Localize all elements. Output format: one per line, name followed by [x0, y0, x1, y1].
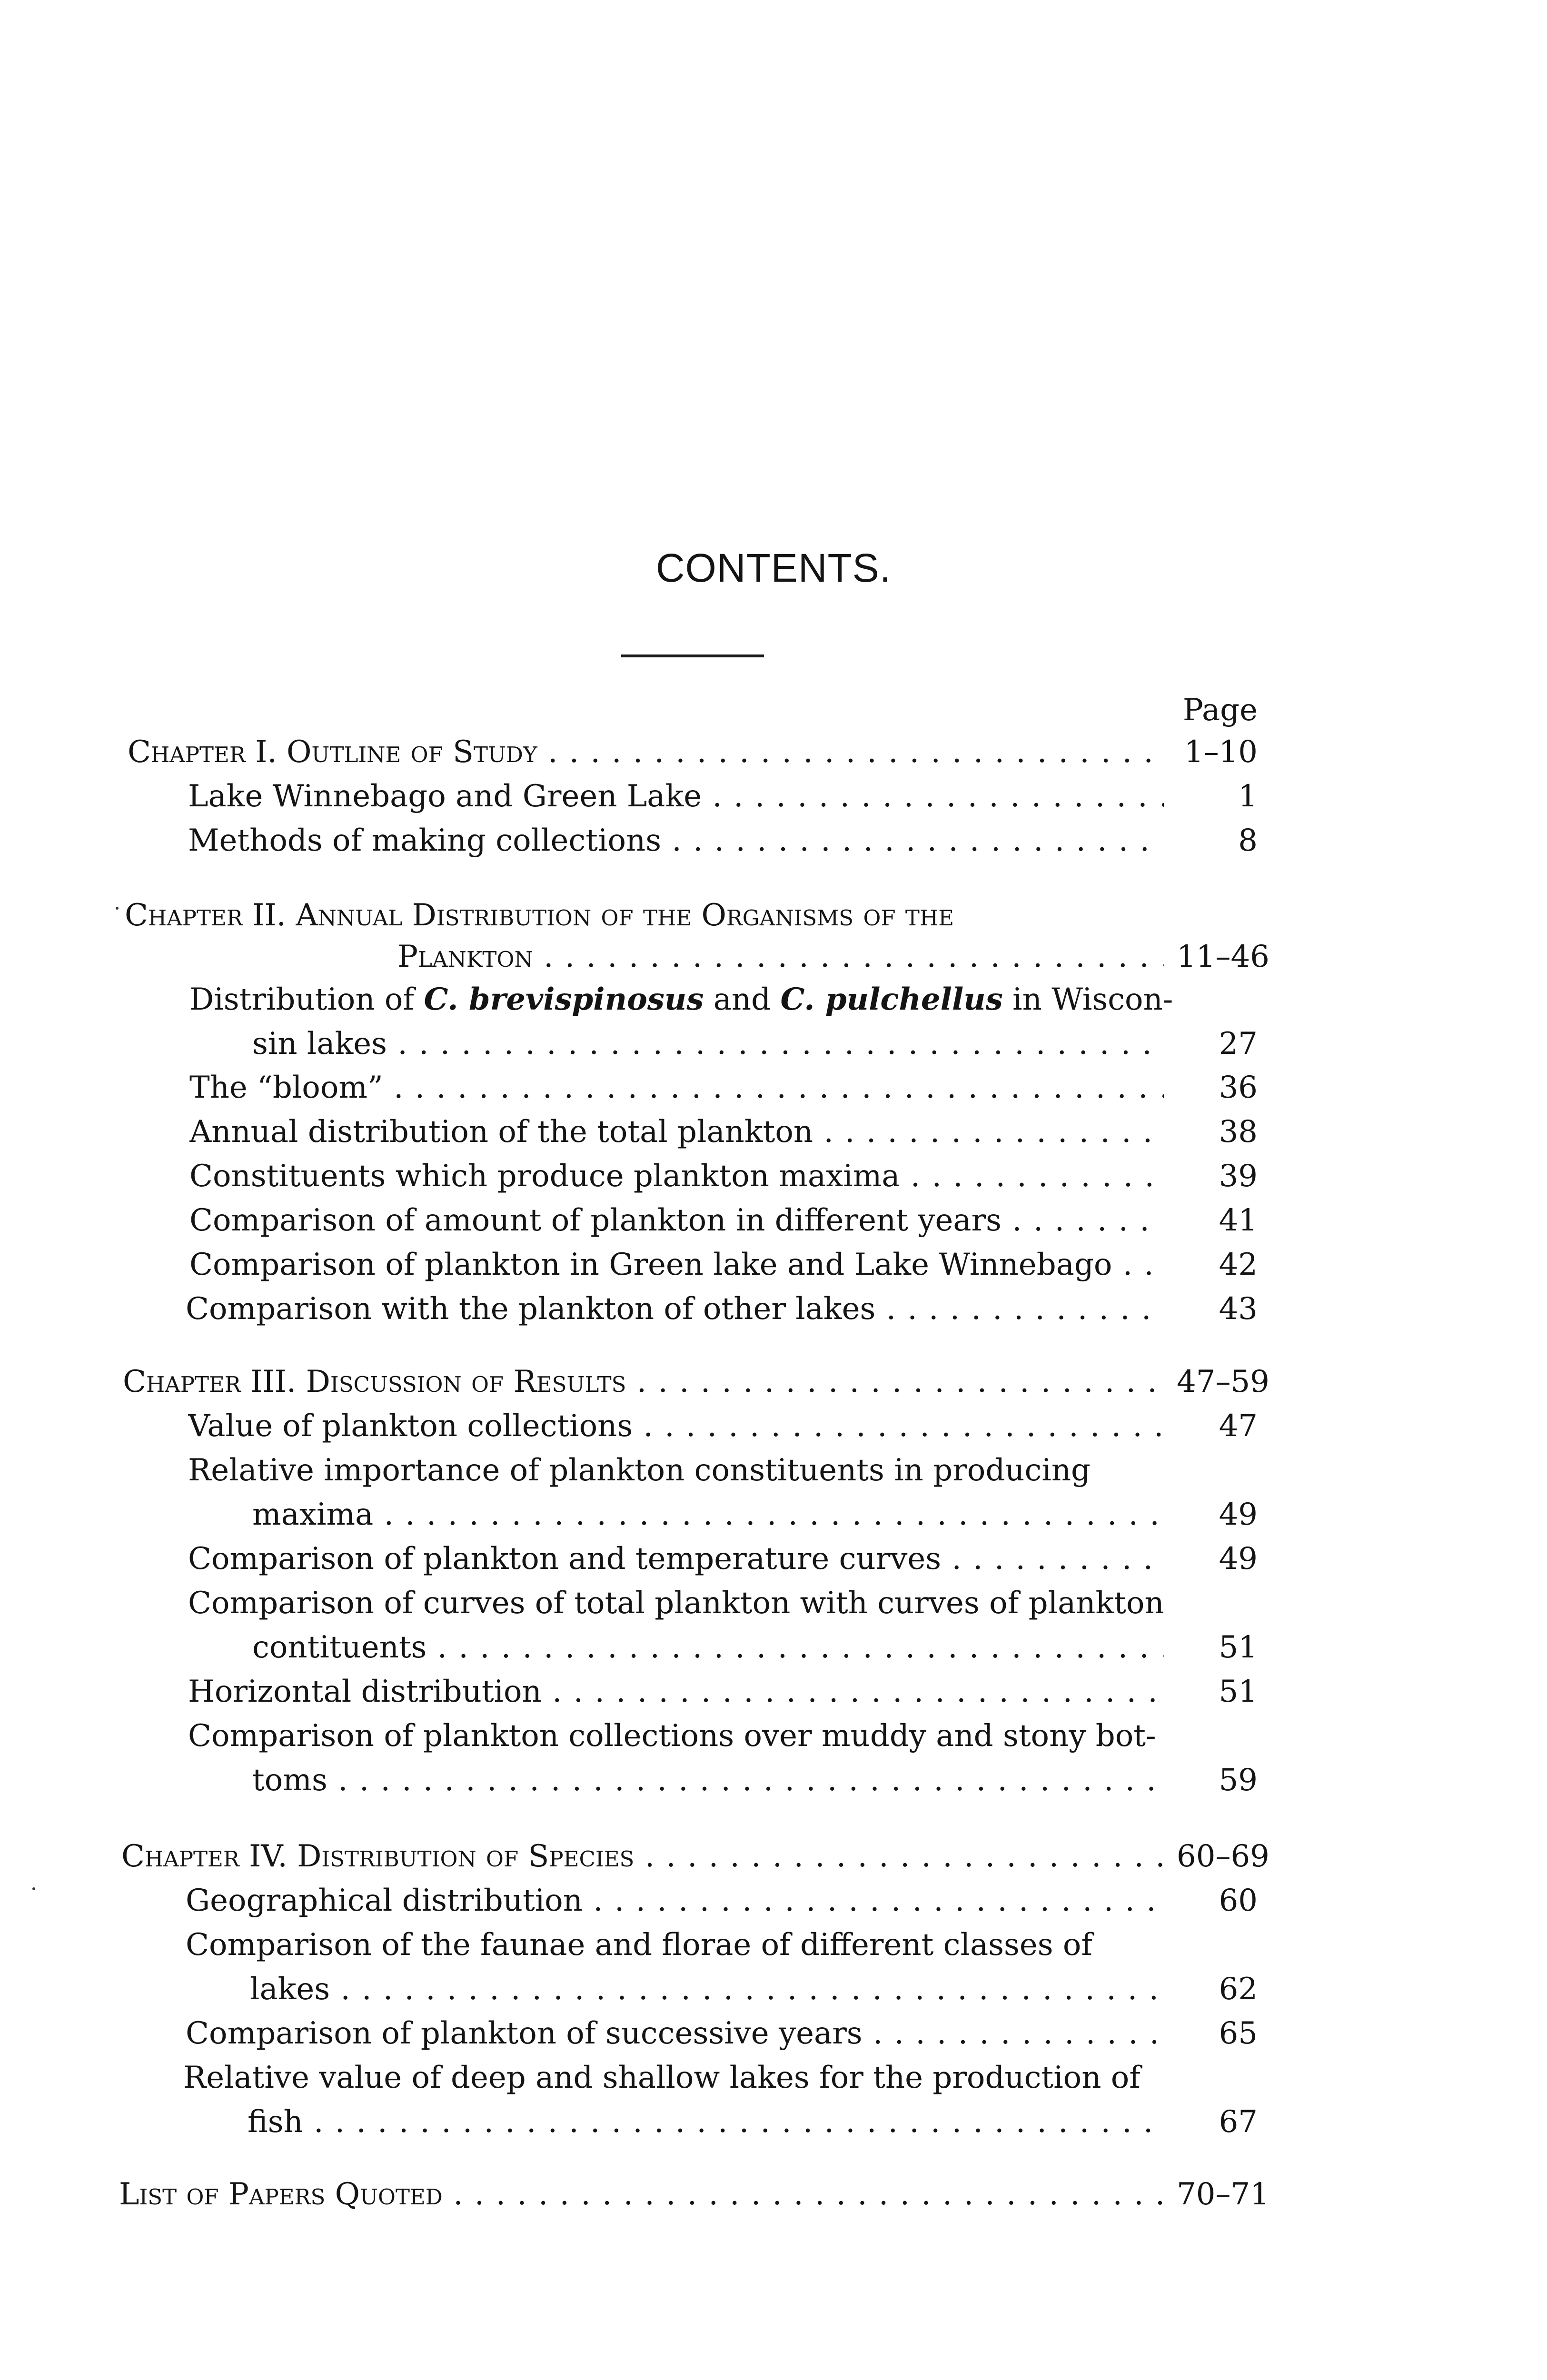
- toc-entry: Relative importance of plankton constituents in producing: [188, 1453, 1091, 1488]
- toc-entry: Relative value of deep and shallow lakes for the production of: [183, 2060, 1140, 2095]
- toc-entry-page: 11–46: [1177, 939, 1269, 974]
- toc-entry-label: Annual distribution of the total plankton . . .: [189, 1111, 1164, 1153]
- toc-entry-label: Comparison of plankton in Green lake and Lake Winnebago . . .: [189, 1243, 1164, 1286]
- toc-entry-continuation: [252, 1493, 1258, 1536]
- toc-entry: [186, 1879, 1258, 1922]
- toc-entry-continuation: [397, 935, 1269, 978]
- toc-entry-label-part: and: [704, 982, 781, 1017]
- toc-entry-page: 47–59: [1177, 1364, 1269, 1399]
- toc-entry-label: Comparison of plankton and temperature curves . . .: [188, 1537, 1164, 1580]
- toc-entry-page: 49: [1219, 1541, 1258, 1577]
- toc-entry-page: 8: [1238, 823, 1258, 858]
- toc-entry-chapter-3: [123, 1360, 1269, 1403]
- toc-entry-label: Lake Winnebago and Green Lake . . .: [188, 775, 1164, 818]
- toc-entry: [188, 819, 1258, 862]
- toc-entry-label: sin lakes . . .: [252, 1022, 1164, 1065]
- toc-entry-page: 39: [1219, 1159, 1258, 1194]
- toc-entry-page: 51: [1219, 1674, 1258, 1709]
- toc-entry-chapter-1: [128, 731, 1258, 774]
- toc-entry-page: 1: [1238, 779, 1258, 814]
- toc-entry-label-part: Distribution of: [189, 982, 424, 1017]
- toc-entry-label: Methods of making collections . . .: [188, 819, 1164, 862]
- toc-entry-label: Comparison with the plankton of other lakes . . .: [186, 1288, 1164, 1330]
- toc-entry-page: 1–10: [1184, 734, 1258, 770]
- toc-entry-label: lakes . . .: [250, 1968, 1164, 2011]
- toc-entry-page: 43: [1219, 1291, 1258, 1327]
- toc-entry-page: 38: [1219, 1114, 1258, 1150]
- toc-entry-continuation: [252, 1759, 1258, 1802]
- toc-entry-bibliography: [119, 2173, 1269, 2216]
- toc-entry: [188, 1405, 1258, 1448]
- toc-entry-page: 60: [1219, 1883, 1258, 1918]
- toc-entry: Comparison of curves of total plankton with curves of plankton: [188, 1586, 1164, 1621]
- toc-entry-label: Chapter III. Discussion of Results . . .: [123, 1360, 1164, 1403]
- toc-entry-chapter-2: Chapter II. Annual Distribution of the Organisms of the: [125, 898, 954, 933]
- toc-entry-continuation: [250, 1968, 1258, 2011]
- toc-entry-chapter-4: [121, 1835, 1269, 1878]
- toc-entry-label: fish . . .: [248, 2101, 1164, 2143]
- toc-entry: [188, 1537, 1258, 1580]
- toc-entry-page: 65: [1219, 2016, 1258, 2051]
- toc-entry-page: 42: [1219, 1247, 1258, 1282]
- toc-entry-label: Plankton . . .: [397, 935, 1164, 978]
- species-name: C. brevispinosus: [424, 982, 704, 1017]
- toc-entry-label: List of Papers Quoted . . .: [119, 2173, 1164, 2216]
- species-name: C. pulchellus: [780, 982, 1003, 1017]
- toc-entry-page: 47: [1219, 1408, 1258, 1444]
- toc-entry: [186, 1288, 1258, 1330]
- toc-entry-page: 49: [1219, 1497, 1258, 1532]
- toc-entry-page: 59: [1219, 1763, 1258, 1798]
- toc-entry-page: 51: [1219, 1630, 1258, 1665]
- toc-entry: [189, 1155, 1258, 1198]
- toc-entry-page: 27: [1219, 1026, 1258, 1061]
- toc-entry-label: Chapter I. Outline of Study . . .: [128, 731, 1165, 774]
- page-column-header: Page: [1182, 693, 1258, 728]
- toc-entry-page: 60–69: [1177, 1839, 1269, 1874]
- toc-entry-label: Value of plankton collections . . .: [188, 1405, 1164, 1448]
- toc-entry-page: 67: [1219, 2104, 1258, 2140]
- toc-entry-label: maxima . . .: [252, 1493, 1164, 1536]
- toc-entry-continuation: [252, 1022, 1258, 1065]
- toc-entry: [188, 1670, 1258, 1713]
- toc-entry-continuation: [248, 2101, 1258, 2143]
- toc-entry-label: contituents . . .: [252, 1626, 1164, 1669]
- toc-entry-label: The “bloom” . . .: [189, 1066, 1164, 1109]
- toc-entry: [189, 1243, 1258, 1286]
- toc-entry: Comparison of plankton collections over muddy and stony bot-: [188, 1718, 1156, 1754]
- toc-entry-page: 62: [1219, 1972, 1258, 2007]
- toc-entry-label: Chapter IV. Distribution of Species . . .: [121, 1835, 1164, 1878]
- title-rule: [621, 654, 764, 657]
- print-speck: [32, 1887, 35, 1890]
- toc-entry: [189, 978, 1173, 1021]
- toc-entry: Comparison of the faunae and florae of different classes of: [186, 1927, 1093, 1963]
- toc-entry-continuation: [252, 1626, 1258, 1669]
- toc-entry: [189, 1066, 1258, 1109]
- toc-entry-label: Horizontal distribution . . .: [188, 1670, 1164, 1713]
- toc-entry: [186, 2012, 1258, 2055]
- toc-entry-page: 70–71: [1177, 2177, 1269, 2212]
- toc-entry-label: toms . . .: [252, 1759, 1164, 1802]
- print-speck: [116, 907, 119, 910]
- toc-entry: [188, 775, 1258, 818]
- toc-entry-label: Comparison of amount of plankton in different years . . .: [189, 1199, 1164, 1242]
- page-title: CONTENTS.: [655, 545, 892, 590]
- toc-entry-label-part: in Wiscon-: [1002, 982, 1173, 1017]
- toc-entry-label: Comparison of plankton of successive years . . .: [186, 2012, 1164, 2055]
- toc-entry-page: 41: [1219, 1203, 1258, 1238]
- toc-entry-label: Constituents which produce plankton maxima . . .: [189, 1155, 1164, 1198]
- toc-entry: [189, 1199, 1258, 1242]
- toc-entry-page: 36: [1219, 1070, 1258, 1105]
- toc-entry-label: Geographical distribution . . .: [186, 1879, 1164, 1922]
- toc-entry: [189, 1111, 1258, 1153]
